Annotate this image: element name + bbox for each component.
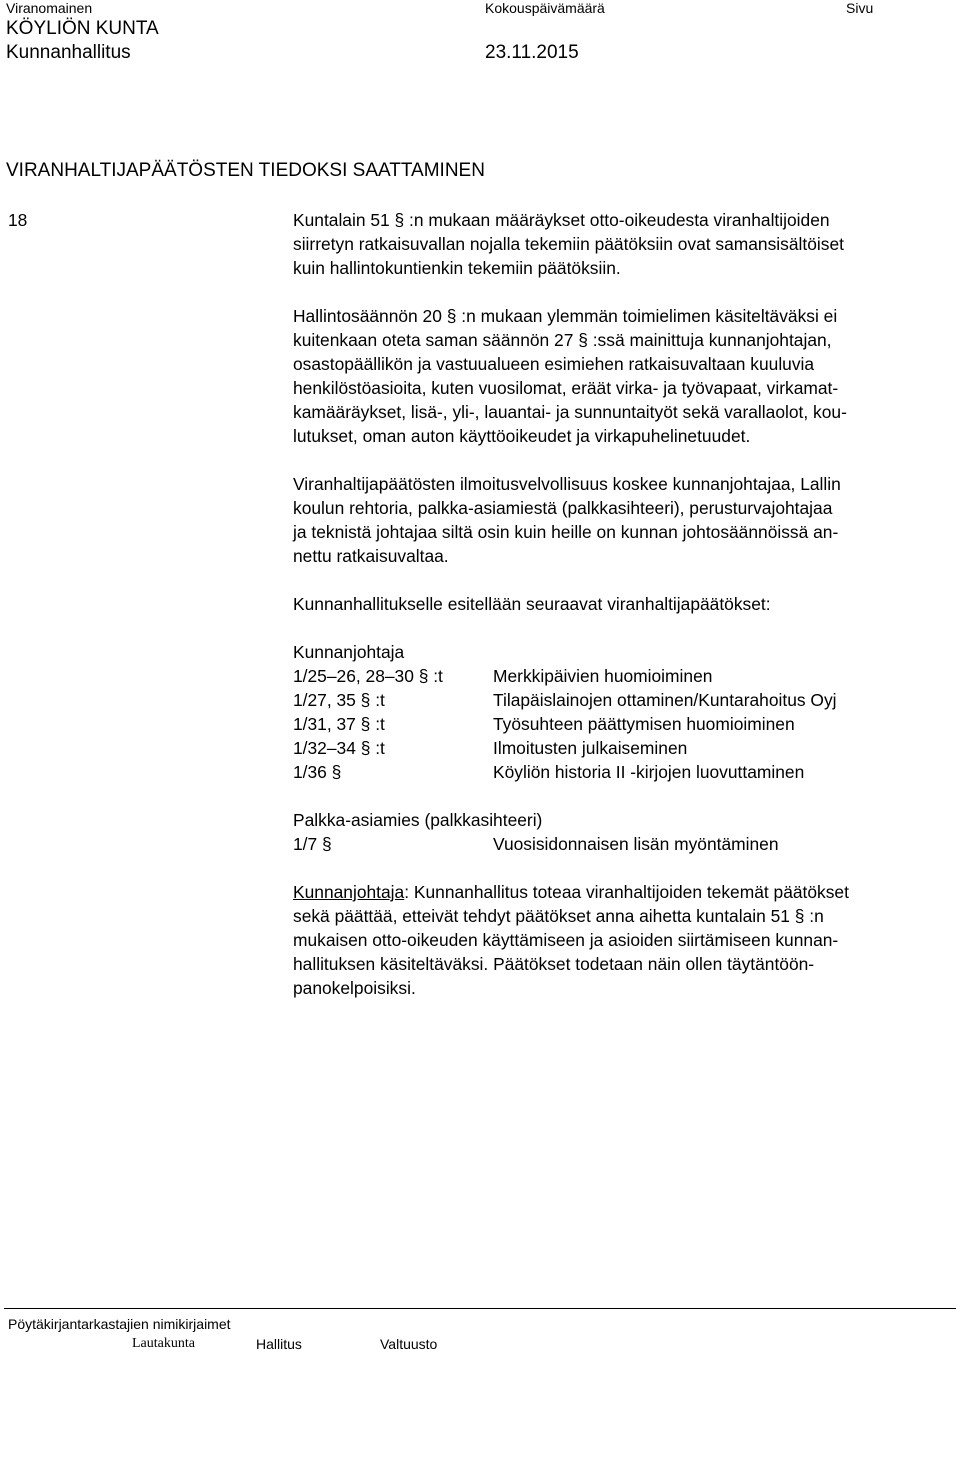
list-item <box>293 736 960 760</box>
decision-desc: Tilapäislainojen ottaminen/Kuntarahoitus Oyj <box>493 690 837 710</box>
decision-desc: Vuosisidonnaisen lisän myöntäminen <box>493 834 779 854</box>
decision-code: 1/25–26, 28–30 § :t <box>293 666 443 686</box>
paragraph-1 <box>293 208 960 280</box>
paragraph-3 <box>293 472 960 568</box>
paragraph-line: Kunnanhallitukselle esitellään seuraavat viranhaltijapäätökset: <box>293 594 771 614</box>
decision-code: 1/27, 35 § :t <box>293 690 385 710</box>
header-label-page: Sivu <box>846 0 874 16</box>
footer-divider <box>4 1308 956 1309</box>
paragraph-line: osastopäällikön ja vastuualueen esimiehen ratkaisuvaltaan kuuluvia <box>293 354 815 374</box>
paragraph-line: kuin hallintokuntienkin tekemiin päätöksiin. <box>293 258 621 278</box>
paragraph-line: kamääräykset, lisä-, yli-, lauantai- ja sunnuntaityöt sekä varallaolot, kou- <box>293 402 847 422</box>
proposal-label: Kunnanjohtaja <box>293 882 405 902</box>
list-item <box>293 688 960 712</box>
paragraph-line: Viranhaltijapäätösten ilmoitusvelvollisuus koskee kunnanjohtajaa, Lallin <box>293 474 841 494</box>
list-item <box>293 760 960 784</box>
paragraph-line: koulun rehtoria, palkka-asiamiestä (palkkasihteeri), perusturvajohtajaa <box>293 498 833 518</box>
section-title: VIRANHALTIJAPÄÄTÖSTEN TIEDOKSI SAATTAMINEN <box>6 160 485 181</box>
proposal-line: mukaisen otto-oikeuden käyttämiseen ja asioiden siirtämiseen kunnan- <box>293 930 839 950</box>
proposal-line: hallituksen käsiteltäväksi. Päätökset todetaan näin ollen täytäntöön- <box>293 954 815 974</box>
proposal-text: : Kunnanhallitus toteaa viranhaltijoiden tekemät päätökset <box>404 882 849 902</box>
meeting-body: Kunnanhallitus <box>6 42 131 63</box>
decision-code: 1/36 § <box>293 762 342 782</box>
decision-code: 1/31, 37 § :t <box>293 714 385 734</box>
decision-code: 1/7 § <box>293 834 332 854</box>
footer-col-valtuusto: Valtuusto <box>380 1336 438 1352</box>
decision-group-title <box>293 808 960 832</box>
footer-title: Pöytäkirjantarkastajien nimikirjaimet <box>8 1316 231 1332</box>
paragraph-line: Hallintosäännön 20 § :n mukaan ylemmän toimielimen käsiteltäväksi ei <box>293 306 838 326</box>
section-number: 18 <box>8 210 28 230</box>
header-label-authority: Viranomainen <box>6 0 93 16</box>
decision-desc: Köyliön historia II -kirjojen luovuttaminen <box>493 762 805 782</box>
proposal-line: sekä päättää, etteivät tehdyt päätökset anna aihetta kuntalain 51 § :n <box>293 906 824 926</box>
paragraph-line: ja teknistä johtajaa siltä osin kuin heille on kunnan johtosäännöissä an- <box>293 522 839 542</box>
proposal-line <box>293 880 960 904</box>
decision-desc: Ilmoitusten julkaiseminen <box>493 738 688 758</box>
proposal-line: panokelpoisiksi. <box>293 978 416 998</box>
paragraph-line: kuitenkaan oteta saman säännön 27 § :ssä mainittuja kunnanjohtajan, <box>293 330 832 350</box>
meeting-date: 23.11.2015 <box>485 42 579 63</box>
list-item <box>293 712 960 736</box>
proposal <box>293 880 960 1000</box>
paragraph-line: nettu ratkaisuvaltaa. <box>293 546 449 566</box>
footer-col-lautakunta: Lautakunta <box>132 1336 195 1351</box>
decision-desc: Merkkipäivien huomioiminen <box>493 666 713 686</box>
paragraph-4 <box>293 592 960 616</box>
paragraph-line: Kuntalain 51 § :n mukaan määräykset otto-oikeudesta viranhaltijoiden <box>293 210 830 230</box>
paragraph-line: henkilöstöasioita, kuten vuosilomat, eräät virka- ja työvapaat, virkamat- <box>293 378 839 398</box>
header-label-date: Kokouspäivämäärä <box>485 0 605 16</box>
decision-desc: Työsuhteen päättymisen huomioiminen <box>493 714 795 734</box>
paragraph-line: siirretyn ratkaisuvallan nojalla tekemiin päätöksiin ovat samansisältöiset <box>293 234 844 254</box>
decision-code: 1/32–34 § :t <box>293 738 385 758</box>
municipality-name: KÖYLIÖN KUNTA <box>6 18 159 39</box>
list-item <box>293 832 960 856</box>
group-title-kunnanjohtaja: Kunnanjohtaja <box>293 642 405 662</box>
decision-group-title <box>293 640 960 664</box>
footer-col-hallitus: Hallitus <box>256 1336 302 1352</box>
list-item <box>293 664 960 688</box>
paragraph-line: lutukset, oman auton käyttöoikeudet ja virkapuhelinetuudet. <box>293 426 751 446</box>
group-title-palkka-asiamies: Palkka-asiamies (palkkasihteeri) <box>293 810 543 830</box>
paragraph-2 <box>293 304 960 448</box>
